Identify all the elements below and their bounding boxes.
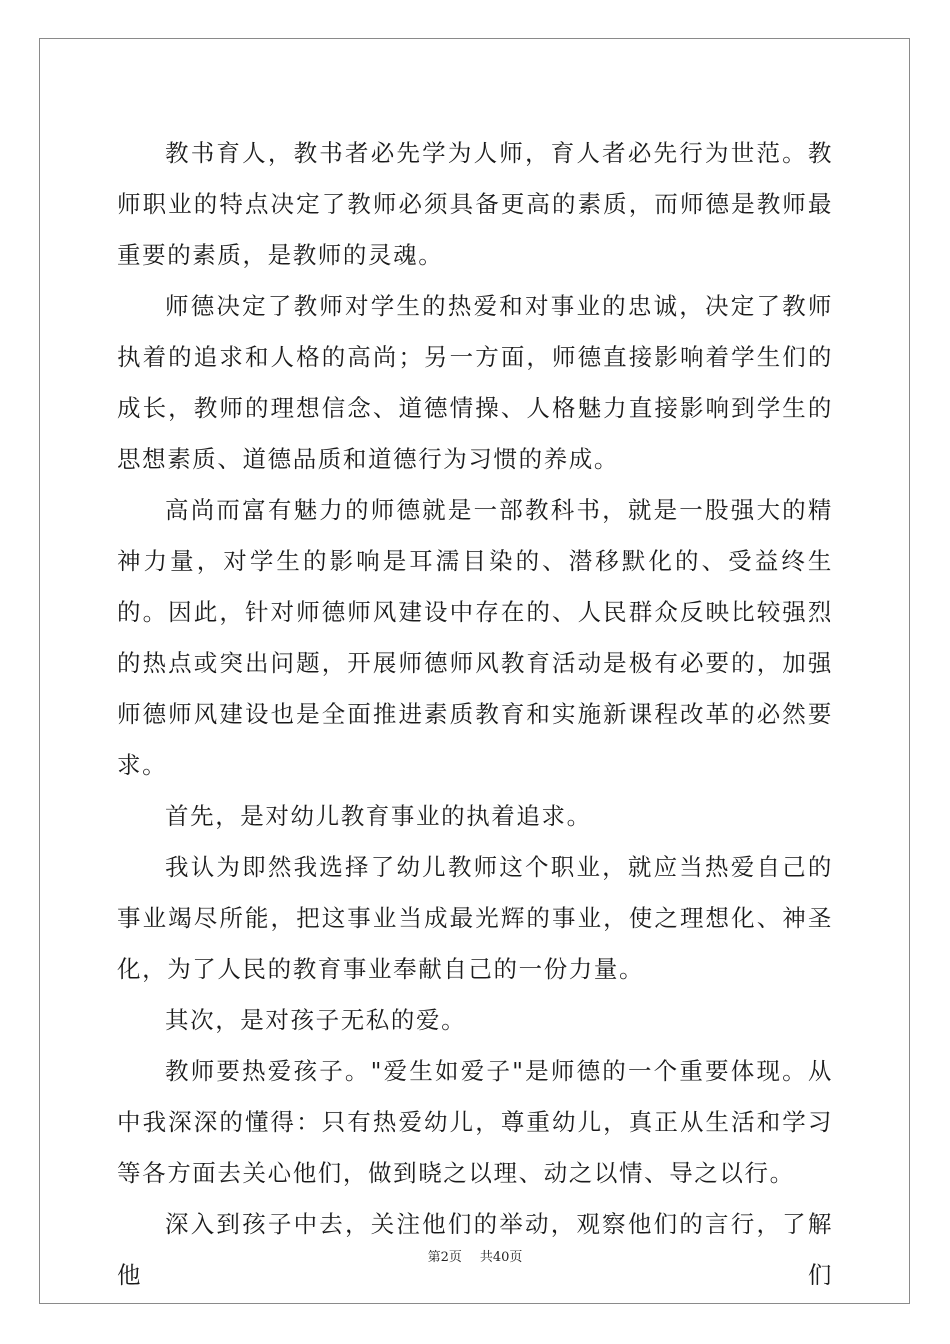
paragraph: 教师要热爱孩子。"爱生如爱子"是师德的一个重要体现。从中我深深的懂得：只有热爱幼儿，尊重幼儿，真正从生活和学习等各方面去关心他们，做到晓之以理、动之以情、导之以行。: [117, 1057, 833, 1187]
paragraph: 高尚而富有魅力的师德就是一部教科书，就是一股强大的精神力量，对学生的影响是耳濡目染的、潜移默化的、受益终生的。因此，针对师德师风建设中存在的、人民群众反映比较强烈的热点或突出问题，开展师德师风教育活动是极有必要的，加强师德师风建设也是全面推进素质教育和实施新课程改革的必然要求。: [117, 496, 833, 779]
paragraph: 深入到孩子中去，关注他们的举动，观察他们的言行，了解他们: [117, 1210, 833, 1289]
document-body: [117, 128, 833, 1301]
page-number: 第2页: [427, 1250, 462, 1265]
paragraph: 我认为即然我选择了幼儿教师这个职业，就应当热爱自己的事业竭尽所能，把这事业当成最光辉的事业，使之理想化、神圣化，为了人民的教育事业奉献自己的一份力量。: [117, 853, 833, 983]
page-footer: [0, 1246, 950, 1265]
page-total: 共40页: [479, 1250, 523, 1265]
paragraph: 教书育人，教书者必先学为人师，育人者必先行为世范。教师职业的特点决定了教师必须具备更高的素质，而师德是教师最重要的素质，是教师的灵魂。: [117, 139, 833, 269]
paragraph: 师德决定了教师对学生的热爱和对事业的忠诚，决定了教师执着的追求和人格的高尚；另一方面，师德直接影响着学生们的成长，教师的理想信念、道德情操、人格魅力直接影响到学生的思想素质、道德品质和道德行为习惯的养成。: [117, 292, 833, 473]
paragraph: 首先，是对幼儿教育事业的执着追求。: [165, 802, 592, 830]
paragraph: 其次，是对孩子无私的爱。: [165, 1006, 467, 1034]
